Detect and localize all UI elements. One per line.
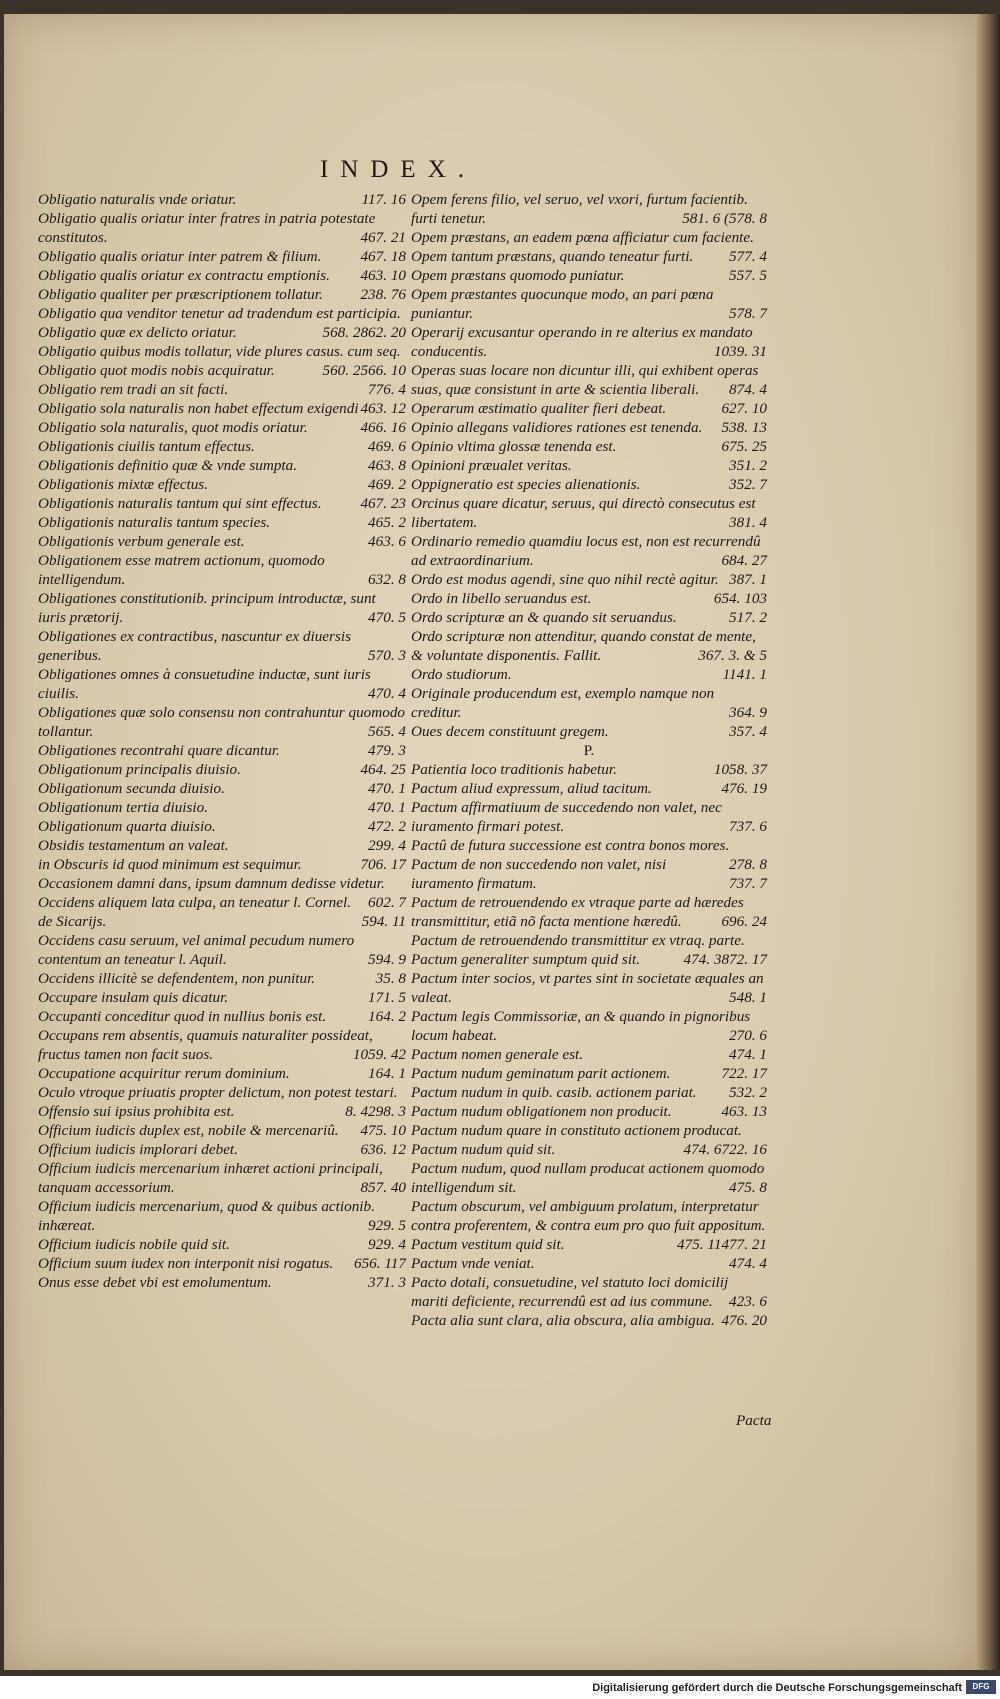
entry-text: Obligationum principalis diuisio. <box>38 761 241 778</box>
entry-reference: 577. 4 <box>729 248 767 265</box>
index-entry <box>38 855 406 874</box>
index-entry <box>411 969 767 1007</box>
entry-text: Occupare insulam quis dicatur. <box>38 989 229 1006</box>
entry-reference: 463. 8 <box>368 457 406 474</box>
entry-reference: 475. 8 <box>729 1179 767 1196</box>
entry-text: Occidens aliquem lata culpa, an teneatur l. Cornel. de Sicarijs. <box>38 894 351 930</box>
entry-text: Pactum vestitum quid sit. <box>411 1236 565 1253</box>
index-entry <box>411 190 767 228</box>
entry-reference: 722. 17 <box>721 1065 767 1082</box>
index-entry <box>38 741 406 760</box>
entry-reference: 479. 3 <box>368 742 406 759</box>
index-entry <box>38 703 406 741</box>
index-entry <box>411 418 767 437</box>
entry-text: Pactum nomen generale est. <box>411 1046 584 1063</box>
entry-reference: 929. 4 <box>368 1236 406 1253</box>
entry-text: Obligationis naturalis tantum species. <box>38 514 271 531</box>
entry-text: Pactum inter socios, vt partes sint in societate æquales an valeat. <box>411 970 764 1006</box>
entry-text: P. <box>583 742 595 759</box>
entry-reference: 171. 5 <box>368 989 406 1006</box>
index-entry <box>411 627 767 665</box>
entry-reference: 566. 10 <box>360 362 406 379</box>
index-entry <box>411 1140 767 1159</box>
entry-reference: 278. 8 <box>729 856 767 873</box>
index-entry <box>38 589 406 627</box>
index-entry <box>38 1197 406 1235</box>
entry-reference: 423. 6 <box>729 1293 767 1310</box>
index-entry <box>38 969 406 988</box>
entry-reference: 594. 9 <box>368 951 406 968</box>
entry-text: Ordo studiorum. <box>411 666 512 683</box>
entry-reference: 857. 40 <box>360 1179 406 1196</box>
entry-reference: 164. 2 <box>368 1008 406 1025</box>
entry-reference: 381. 4 <box>729 514 767 531</box>
entry-reference: 476. 20 <box>721 1312 767 1329</box>
entry-reference: 352. 7 <box>729 476 767 493</box>
entry-reference: 117. 16 <box>361 191 406 208</box>
index-entry <box>38 494 406 513</box>
entry-text: Opem præstantes quocunque modo, an pari pœna puniantur. <box>411 286 714 322</box>
index-entry <box>38 988 406 1007</box>
index-column-left <box>38 190 406 1292</box>
entry-reference: 472. 2 <box>368 818 406 835</box>
index-entry <box>38 874 406 911</box>
entry-reference: 371. 3 <box>368 1274 406 1291</box>
entry-reference: 872. 17 <box>721 951 767 968</box>
entry-reference: 474. 6 <box>683 1141 722 1158</box>
entry-reference: 299. 4 <box>368 837 406 854</box>
entry-reference: 632. 8 <box>368 571 406 588</box>
index-entry <box>38 1159 406 1197</box>
index-entry <box>38 532 406 551</box>
entry-text: Obligationis mixtæ effectus. <box>38 476 208 493</box>
index-entry <box>411 836 767 873</box>
entry-text: Officium iudicis mercenarium, quod & quibus actionib. inhæreat. <box>38 1198 375 1234</box>
entry-reference: 1141. 1 <box>722 666 767 683</box>
entry-reference: 470. 1 <box>368 780 406 797</box>
entry-reference: 463. 12 <box>360 400 406 417</box>
index-entry <box>38 418 406 437</box>
index-entry <box>411 893 767 931</box>
entry-text: Officium iudicis implorari debet. <box>38 1141 238 1158</box>
entry-text: Obligatio qualiter per præscriptionem tollatur. <box>38 286 323 303</box>
entry-text: Obligationes omnes à consuetudine inductæ, sunt iuris ciuilis. <box>38 666 371 702</box>
entry-text: Occasionem damni dans, ipsum damnum dedisse videtur. <box>38 875 385 892</box>
entry-reference: 387. 1 <box>729 571 767 588</box>
entry-reference: 1058. 37 <box>713 761 767 778</box>
entry-text: Pactum nudum geminatum parit actionem. <box>411 1065 671 1082</box>
entry-reference: 469. 2 <box>368 476 406 493</box>
index-entry <box>38 190 406 209</box>
index-entry <box>38 931 406 969</box>
index-entry <box>38 760 406 779</box>
index-entry <box>411 1083 767 1102</box>
index-entry <box>38 1064 406 1083</box>
entry-reference: 467. 23 <box>360 495 406 512</box>
index-entry <box>38 456 406 475</box>
entry-text: Obligatio qua venditor tenetur ad tradendum est participia. <box>38 305 401 322</box>
entry-text: Patientia loco traditionis habetur. <box>411 761 617 778</box>
entry-reference: 8. 4 <box>345 1103 369 1120</box>
index-entry <box>38 817 406 836</box>
index-entry <box>38 285 406 304</box>
entry-reference: 164. 1 <box>368 1065 406 1082</box>
entry-text: Obligatio quibus modis tollatur, vide plures casus. cum seq. <box>38 343 401 360</box>
entry-reference: 627. 10 <box>721 400 767 417</box>
index-entry <box>38 1007 406 1026</box>
entry-reference: 654. 103 <box>713 590 767 607</box>
entry-text: Obligationem esse matrem actionum, quomodo intelligendum. <box>38 552 325 588</box>
entry-text: Pactum nudum quare in constituto actionem producat. <box>411 1122 742 1139</box>
entry-reference: 467. 21 <box>360 229 406 246</box>
entry-reference: 351. 2 <box>729 457 767 474</box>
page-header: INDEX. <box>320 156 477 183</box>
entry-text: Pactum affirmatiuum de succedendo non valet, nec iuramento firmari potest. <box>411 799 722 835</box>
entry-text: Offensio sui ipsius prohibita est. <box>38 1103 235 1120</box>
index-entry <box>411 437 767 456</box>
entry-reference: 474. 4 <box>729 1255 767 1272</box>
index-entry <box>38 437 406 456</box>
index-entry <box>411 1311 767 1330</box>
index-entry <box>411 1159 767 1197</box>
entry-text: Pactum nudum in quib. casib. actionem pariat. <box>411 1084 697 1101</box>
entry-text: Pactum generaliter sumptum quid sit. <box>411 951 641 968</box>
index-entry <box>411 665 767 684</box>
index-entry <box>411 494 767 532</box>
entry-reference: 696. 24 <box>721 913 767 930</box>
entry-reference: 565. 4 <box>368 723 406 740</box>
entry-reference: 1059. 42 <box>352 1046 406 1063</box>
entry-text: Obligatio quæ ex delicto oriatur. <box>38 324 237 341</box>
entry-text: Orcinus quare dicatur, seruus, qui directò consecutus est libertatem. <box>411 495 756 531</box>
entry-text: Obligationum quarta diuisio. <box>38 818 216 835</box>
entry-text: Onus esse debet vbi est emolumentum. <box>38 1274 272 1291</box>
entry-text: Pactum nudum obligationem non producit. <box>411 1103 672 1120</box>
entry-reference: 560. 2 <box>322 362 361 379</box>
index-entry <box>38 665 406 703</box>
entry-text: Obligatio quot modis nobis acquiratur. <box>38 362 275 379</box>
entry-text: Ordo in libello seruandus est. <box>411 590 592 607</box>
entry-text: Opinio allegans validiores rationes est tenenda. <box>411 419 703 436</box>
entry-reference: 874. 4 <box>729 381 767 398</box>
index-entry <box>38 779 406 798</box>
index-entry <box>411 608 767 627</box>
entry-reference: 684. 27 <box>721 552 767 569</box>
entry-text: Pactum de non succedendo non valet, nisi iuramento firmatum. <box>411 856 667 892</box>
entry-text: Officium iudicis mercenarium inhæret actioni principali, tanquam accessorium. <box>38 1160 383 1196</box>
index-entry <box>38 209 406 247</box>
entry-reference: 1039. 31 <box>713 343 767 360</box>
entry-reference: 238. 76 <box>360 286 406 303</box>
entry-text: Ordo scripturæ non attenditur, quando constat de mente, & voluntate disponentis. Fallit. <box>411 628 756 664</box>
index-entry <box>38 1121 406 1140</box>
entry-reference: 722. 16 <box>721 1141 767 1158</box>
entry-text: Officium iudicis nobile quid sit. <box>38 1236 230 1253</box>
entry-text: Occupanti conceditur quod in nullius bonis est. <box>38 1008 327 1025</box>
index-entry <box>38 1102 406 1121</box>
entry-text: Ordo est modus agendi, sine quo nihil rectè agitur. <box>411 571 719 588</box>
index-entry <box>38 627 406 665</box>
entry-reference: 367. 3. & 5 <box>698 647 767 664</box>
entry-reference: 357. 4 <box>729 723 767 740</box>
entry-text: Obsidis testamentum an valeat. <box>38 837 229 854</box>
entry-text: Obligationes recontrahi quare dicantur. <box>38 742 280 759</box>
index-entry <box>411 589 767 608</box>
entry-text: Occupatione acquiritur rerum dominium. <box>38 1065 290 1082</box>
index-entry <box>38 1254 406 1273</box>
index-entry <box>38 513 406 532</box>
entry-text: Officium iudicis duplex est, nobile & mercenariû. <box>38 1122 339 1139</box>
entry-reference: 464. 25 <box>360 761 406 778</box>
entry-reference: 548. 1 <box>729 989 767 1006</box>
index-entry <box>411 1007 767 1045</box>
index-entry <box>411 532 767 570</box>
entry-reference: 929. 5 <box>368 1217 406 1234</box>
entry-reference: 466. 16 <box>360 419 406 436</box>
entry-text: Pacto dotali, consuetudine, vel statuto loci domicilij mariti deficiente, recurrendû est ad ius commune. <box>411 1274 729 1310</box>
index-entry <box>411 1235 767 1254</box>
entry-reference: 568. 2 <box>322 324 361 341</box>
digitization-footer <box>0 1676 1000 1699</box>
index-entry <box>411 722 767 741</box>
entry-text: Obligationes ex contractibus, nascuntur ex diuersis generibus. <box>38 628 351 664</box>
entry-reference: 469. 6 <box>368 438 406 455</box>
entry-reference: 862. 20 <box>360 324 406 341</box>
entry-text: Obligationes constitutionib. principum introductæ, sunt iuris prætorij. <box>38 590 376 626</box>
entry-text: in Obscuris id quod minimum est sequimur. <box>38 856 302 873</box>
entry-reference: 675. 25 <box>721 438 767 455</box>
entry-reference: 602. 7 <box>368 894 406 911</box>
entry-reference: 470. 4 <box>368 685 406 702</box>
entry-reference: 737. 7 <box>729 875 767 892</box>
index-entry <box>411 760 767 779</box>
index-entry <box>411 475 767 494</box>
entry-text: Obligationum tertia diuisio. <box>38 799 209 816</box>
entry-text: Ordo scripturæ an & quando sit seruandus. <box>411 609 677 626</box>
entry-reference: 477. 21 <box>721 1236 767 1253</box>
index-entry <box>38 836 406 855</box>
entry-reference: 656. 117 <box>353 1255 406 1272</box>
entry-reference: 463. 6 <box>368 533 406 550</box>
entry-text: Pactû de futura successione est contra bonos mores. <box>411 837 730 854</box>
entry-text: Opem præstans quomodo puniatur. <box>411 267 625 284</box>
entry-text: Occidens casu seruum, vel animal pecudum numero contentum an teneatur l. Aquil. <box>38 932 355 968</box>
entry-text: Pactum de retrouendendo transmittitur ex vtraq. parte. <box>411 932 745 949</box>
index-entry <box>411 1273 767 1311</box>
index-entry <box>411 228 767 247</box>
index-entry <box>411 285 767 323</box>
entry-text: Obligatio qualis oriatur ex contractu emptionis. <box>38 267 330 284</box>
entry-text: Oppigneratio est species alienationis. <box>411 476 641 493</box>
entry-text: Ordinario remedio quamdiu locus est, non est recurrendû ad extraordinarium. <box>411 533 761 569</box>
entry-reference: 465. 2 <box>368 514 406 531</box>
entry-text: Oues decem constituunt gregem. <box>411 723 609 740</box>
index-entry <box>411 1045 767 1064</box>
entry-text: Opem ferens filio, vel seruo, vel vxori, furtum facientib. furti tenetur. <box>411 191 748 227</box>
entry-reference: 776. 4 <box>368 381 406 398</box>
entry-text: Obligationis naturalis tantum qui sint effectus. <box>38 495 322 512</box>
entry-text: Opinioni præualet veritas. <box>411 457 572 474</box>
index-entry <box>411 247 767 266</box>
entry-text: Opem tantum præstans, quando teneatur furti. <box>411 248 694 265</box>
dfg-logo: DFG <box>966 1680 996 1694</box>
entry-reference: 463. 13 <box>721 1103 767 1120</box>
index-entry <box>38 380 406 399</box>
entry-reference: 476. 19 <box>721 780 767 797</box>
entry-text: Obligationes quæ solo consensu non contrahuntur quomodo tollantur. <box>38 704 406 740</box>
entry-text: Obligatio qualis oriatur inter fratres in patria potestate constitutos. <box>38 210 376 246</box>
index-entry <box>411 950 767 969</box>
index-entry <box>38 1273 406 1292</box>
entry-text: Operas suas locare non dicuntur illi, qui exhibent operas suas, quæ consistunt in arte & scientia liberali. <box>411 362 759 398</box>
index-entry <box>411 779 767 798</box>
entry-reference: 570. 3 <box>368 647 406 664</box>
entry-text: Occidens illicitè se defendentem, non punitur. <box>38 970 316 987</box>
entry-text: Pactum nudum quid sit. <box>411 1141 556 1158</box>
entry-reference: 557. 5 <box>729 267 767 284</box>
entry-text: Obligatio naturalis vnde oriatur. <box>38 191 237 208</box>
entry-reference: 470. 1 <box>368 799 406 816</box>
entry-text: Obligatio sola naturalis non habet effectum exigendi <box>38 400 359 417</box>
entry-text: Operarum æstimatio qualiter fieri debeat. <box>411 400 667 417</box>
index-entry <box>411 399 767 418</box>
entry-reference: 474. 1 <box>729 1046 767 1063</box>
index-entry <box>411 570 767 589</box>
entry-text: Pactum de retrouendendo ex vtraque parte ad hæredes transmittitur, etiã nõ facta mentione hæredû. <box>411 894 744 930</box>
entry-reference: 538. 13 <box>721 419 767 436</box>
entry-reference: 517. 2 <box>729 609 767 626</box>
entry-text: Oculo vtroque priuatis propter delictum, non potest testari. <box>38 1084 398 1101</box>
entry-text: Pacta alia sunt clara, alia obscura, alia ambigua. <box>411 1312 715 1329</box>
entry-text: Obligationis verbum generale est. <box>38 533 245 550</box>
entry-reference: 578. 7 <box>729 305 767 322</box>
entry-text: Obligatio rem tradi an sit facti. <box>38 381 229 398</box>
page-edge <box>976 14 1000 1670</box>
entry-text: Originale producendum est, exemplo namque non creditur. <box>411 685 715 721</box>
index-letter-heading <box>411 741 767 760</box>
index-entry <box>411 456 767 475</box>
entry-reference: 636. 12 <box>360 1141 406 1158</box>
index-entry <box>38 247 406 266</box>
index-entry <box>38 361 406 380</box>
index-entry <box>38 323 406 342</box>
entry-reference: 35. 8 <box>375 970 406 987</box>
entry-reference: 270. 6 <box>729 1027 767 1044</box>
index-entry <box>411 1254 767 1273</box>
entry-text: Pactum legis Commissoriæ, an & quando in pignoribus locum habeat. <box>411 1008 751 1044</box>
entry-text: Pactum vnde veniat. <box>411 1255 535 1272</box>
catchword: Pacta <box>736 1412 772 1429</box>
index-entry <box>411 798 767 836</box>
index-entry <box>411 1064 767 1083</box>
index-entry <box>38 1026 406 1064</box>
index-entry <box>38 399 406 418</box>
entry-reference: 298. 3 <box>368 1103 406 1120</box>
index-entry <box>38 475 406 494</box>
entry-text: Operarij excusantur operando in re alterius ex mandato conducentis. <box>411 324 753 360</box>
index-entry <box>38 798 406 817</box>
footer-credit: Digitalisierung gefördert durch die Deutsche Forschungsgemeinschaft <box>592 1682 962 1694</box>
index-entry <box>411 323 767 361</box>
entry-text: Officium suum iudex non interponit nisi rogatus. <box>38 1255 334 1272</box>
index-entry <box>411 684 767 722</box>
entry-text: Pactum aliud expressum, aliud tacitum. <box>411 780 652 797</box>
entry-reference: 475. 11 <box>677 1236 722 1253</box>
entry-reference: 470. 5 <box>368 609 406 626</box>
entry-text: Obligatio qualis oriatur inter patrem & filium. <box>38 248 322 265</box>
entry-text: Pactum nudum, quod nullam producat actionem quomodo intelligendum sit. <box>411 1160 765 1196</box>
index-entry <box>411 1102 767 1121</box>
entry-reference: 475. 10 <box>360 1122 406 1139</box>
entry-reference: 581. 6 (578. 8 <box>682 210 767 227</box>
entry-text: Opinio vltima glossæ tenenda est. <box>411 438 617 455</box>
entry-text: Obligationis ciuilis tantum effectus. <box>38 438 255 455</box>
entry-text: Obligationis definitio quæ & vnde sumpta. <box>38 457 298 474</box>
entry-reference: 532. 2 <box>729 1084 767 1101</box>
index-entry <box>38 1235 406 1254</box>
index-entry <box>38 893 406 931</box>
index-entry <box>411 855 767 893</box>
index-entry <box>411 266 767 285</box>
index-column-right <box>411 190 767 1330</box>
entry-reference: 706. 17 <box>360 856 406 873</box>
index-entry <box>38 1140 406 1159</box>
entry-text: Pactum obscurum, vel ambiguum prolatum, interpretatur contra proferentem, & contra eum pro quo fuit appositum. <box>411 1198 766 1234</box>
entry-reference: 364. 9 <box>729 704 767 721</box>
entry-text: Opem præstans, an eadem pœna afficiatur cum faciente. <box>411 229 754 246</box>
entry-reference: 463. 10 <box>360 267 406 284</box>
entry-reference: 474. 3 <box>683 951 722 968</box>
entry-text: Obligatio sola naturalis, quot modis oriatur. <box>38 419 308 436</box>
entry-reference: 594. 11 <box>361 913 406 930</box>
entry-text: Obligationum secunda diuisio. <box>38 780 225 797</box>
index-entry <box>411 361 767 399</box>
entry-reference: 737. 6 <box>729 818 767 835</box>
index-entry <box>38 551 406 589</box>
index-entry <box>38 266 406 285</box>
entry-text: Occupans rem absentis, quamuis naturaliter possideat, fructus tamen non facit suos. <box>38 1027 373 1063</box>
entry-reference: 467. 18 <box>360 248 406 265</box>
